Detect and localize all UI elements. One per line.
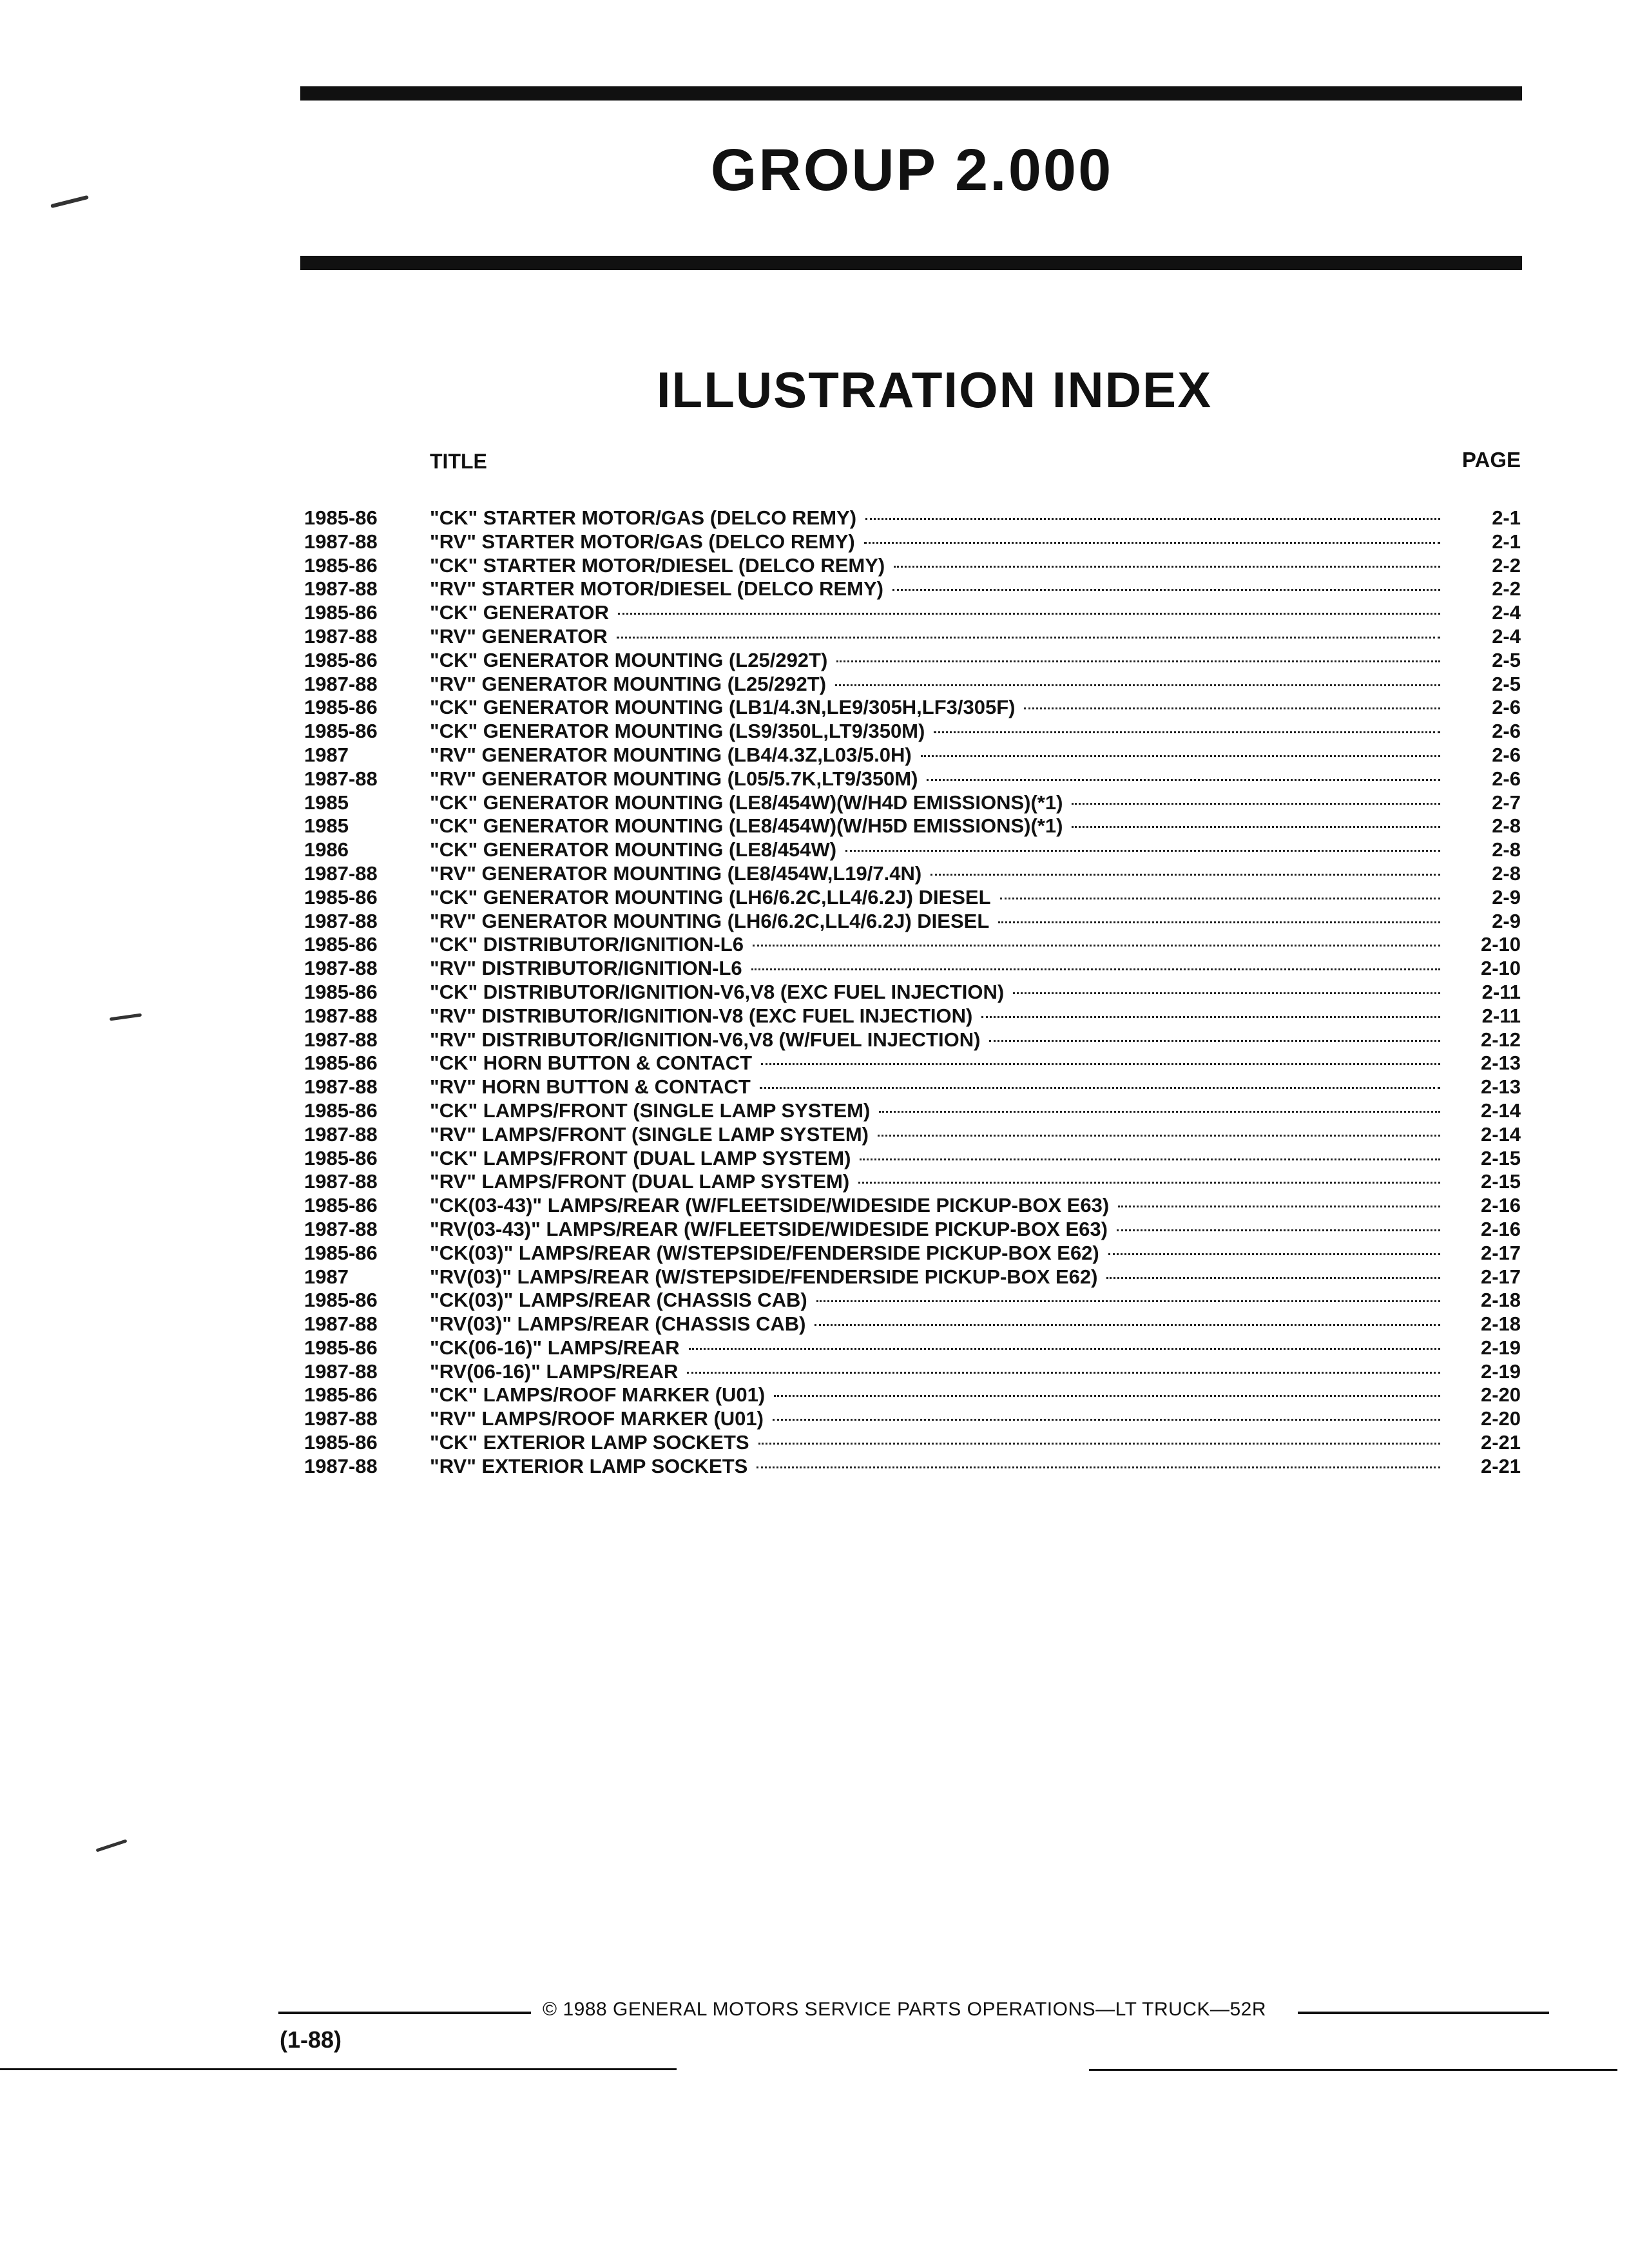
index-title: "RV" EXTERIOR LAMP SOCKETS <box>430 1454 748 1477</box>
dot-leader <box>836 660 1440 662</box>
dot-leader <box>930 874 1440 876</box>
index-page: 2-18 <box>1480 1312 1521 1336</box>
index-title: "CK(03-43)" LAMPS/REAR (W/FLEETSIDE/WIDESIDE PICKUP-BOX E63) <box>430 1194 1110 1217</box>
dot-leader <box>773 1419 1440 1421</box>
index-years: 1987-88 <box>304 1170 378 1193</box>
dot-leader <box>927 779 1440 781</box>
index-page: 2-15 <box>1480 1146 1521 1169</box>
index-title: "RV" GENERATOR MOUNTING (LB4/4.3Z,L03/5.0H) <box>430 743 912 766</box>
revision-date: (1-88) <box>280 2026 342 2053</box>
illustration-index-list <box>304 506 1521 1479</box>
index-page: 2-5 <box>1492 648 1521 671</box>
index-row <box>304 981 1521 1004</box>
group-title: GROUP 2.000 <box>710 137 1113 203</box>
dot-leader <box>865 518 1440 520</box>
dot-leader <box>1072 803 1440 805</box>
index-years: 1987-88 <box>304 1075 378 1099</box>
index-years: 1985-86 <box>304 1146 378 1169</box>
index-row <box>304 910 1521 934</box>
dot-leader <box>845 850 1440 852</box>
index-page: 2-21 <box>1480 1454 1521 1477</box>
index-years: 1987-88 <box>304 957 378 980</box>
index-row <box>304 1383 1521 1407</box>
index-years: 1987-88 <box>304 530 378 553</box>
index-years: 1987-88 <box>304 1312 378 1336</box>
index-years: 1985 <box>304 791 349 814</box>
index-row <box>304 767 1521 791</box>
index-title: "CK" STARTER MOTOR/GAS (DELCO REMY) <box>430 506 857 529</box>
index-title: "RV" STARTER MOTOR/DIESEL (DELCO REMY) <box>430 577 883 601</box>
copyright-notice: © 1988 GENERAL MOTORS SERVICE PARTS OPERATIONS—LT TRUCK—52R <box>543 1999 1267 2020</box>
index-page: 2-7 <box>1492 791 1521 814</box>
index-page: 2-5 <box>1492 672 1521 695</box>
index-row <box>304 1028 1521 1052</box>
index-row <box>304 1455 1521 1479</box>
index-row <box>304 1336 1521 1360</box>
column-header-page: PAGE <box>1461 448 1521 472</box>
dot-leader <box>618 613 1440 615</box>
index-row <box>304 1147 1521 1171</box>
index-page: 2-2 <box>1492 577 1521 601</box>
index-years: 1987-88 <box>304 1360 378 1383</box>
index-page: 2-4 <box>1492 601 1521 624</box>
dot-leader <box>892 589 1440 591</box>
index-page: 2-13 <box>1480 1075 1521 1099</box>
index-title: "CK(03)" LAMPS/REAR (W/STEPSIDE/FENDERSIDE PICKUP-BOX E62) <box>430 1241 1099 1264</box>
index-years: 1987-88 <box>304 1217 378 1240</box>
index-years: 1985-86 <box>304 1099 378 1122</box>
index-title: "RV" HORN BUTTON & CONTACT <box>430 1075 751 1099</box>
dot-leader <box>757 1466 1440 1468</box>
dot-leader <box>1117 1229 1440 1231</box>
index-years: 1985-86 <box>304 885 378 908</box>
index-row <box>304 673 1521 697</box>
dot-leader <box>989 1040 1440 1042</box>
dot-leader <box>835 684 1440 686</box>
index-title: "RV" GENERATOR MOUNTING (L05/5.7K,LT9/350M) <box>430 767 918 790</box>
footer-rule-left <box>278 2012 531 2014</box>
index-page: 2-16 <box>1480 1217 1521 1240</box>
index-years: 1987-88 <box>304 861 378 885</box>
index-row <box>304 1312 1521 1336</box>
index-years: 1985-86 <box>304 696 378 719</box>
top-rule <box>300 86 1522 101</box>
index-years: 1987-88 <box>304 624 378 648</box>
index-years: 1987-88 <box>304 1028 378 1051</box>
index-years: 1987-88 <box>304 1454 378 1477</box>
index-title: "RV" DISTRIBUTOR/IGNITION-V6,V8 (W/FUEL INJECTION) <box>430 1028 981 1051</box>
index-row <box>304 577 1521 601</box>
index-row <box>304 862 1521 886</box>
scan-mark <box>95 1839 127 1852</box>
index-row <box>304 1075 1521 1099</box>
index-page: 2-11 <box>1481 980 1521 1003</box>
index-row <box>304 1194 1521 1218</box>
index-years: 1985-86 <box>304 1431 378 1454</box>
dot-leader <box>981 1016 1440 1018</box>
index-title: "CK" LAMPS/FRONT (DUAL LAMP SYSTEM) <box>430 1146 851 1169</box>
index-years: 1987-88 <box>304 672 378 695</box>
index-page: 2-9 <box>1492 909 1521 932</box>
dot-leader <box>1108 1253 1440 1255</box>
dot-leader <box>894 566 1440 568</box>
index-page: 2-9 <box>1492 885 1521 908</box>
index-page: 2-8 <box>1492 838 1521 861</box>
index-years: 1985-86 <box>304 1241 378 1264</box>
index-years: 1985 <box>304 814 349 838</box>
index-row <box>304 649 1521 673</box>
index-page: 2-15 <box>1480 1170 1521 1193</box>
index-years: 1985-86 <box>304 1194 378 1217</box>
index-title: "CK" EXTERIOR LAMP SOCKETS <box>430 1431 749 1454</box>
index-row <box>304 554 1521 578</box>
index-years: 1987-88 <box>304 577 378 601</box>
index-years: 1987-88 <box>304 767 378 790</box>
index-page: 2-18 <box>1480 1289 1521 1312</box>
dot-leader <box>858 1182 1440 1184</box>
index-years: 1987-88 <box>304 1122 378 1146</box>
index-row <box>304 625 1521 649</box>
index-page: 2-19 <box>1480 1360 1521 1383</box>
index-title: "RV" GENERATOR MOUNTING (L25/292T) <box>430 672 827 695</box>
dot-leader <box>1000 898 1440 899</box>
index-page: 2-14 <box>1480 1122 1521 1146</box>
index-years: 1986 <box>304 838 349 861</box>
index-title: "RV(03-43)" LAMPS/REAR (W/FLEETSIDE/WIDESIDE PICKUP-BOX E63) <box>430 1217 1108 1240</box>
dot-leader <box>860 1158 1440 1160</box>
dot-leader <box>753 945 1440 947</box>
index-years: 1987 <box>304 1265 349 1288</box>
dot-leader <box>761 1063 1440 1065</box>
index-page: 2-20 <box>1480 1383 1521 1407</box>
index-years: 1985-86 <box>304 553 378 577</box>
index-row <box>304 1052 1521 1075</box>
index-title: "RV(03)" LAMPS/REAR (W/STEPSIDE/FENDERSIDE PICKUP-BOX E62) <box>430 1265 1098 1288</box>
dot-leader <box>689 1348 1440 1350</box>
footer-rule-right <box>1298 2012 1549 2014</box>
index-title: "RV" LAMPS/FRONT (SINGLE LAMP SYSTEM) <box>430 1122 869 1146</box>
index-years: 1985-86 <box>304 720 378 743</box>
index-years: 1987 <box>304 743 349 766</box>
index-row <box>304 933 1521 957</box>
index-page: 2-11 <box>1481 1004 1521 1027</box>
dot-leader <box>1013 992 1440 994</box>
index-title: "RV" GENERATOR <box>430 624 608 648</box>
dot-leader <box>617 637 1440 639</box>
dot-leader <box>774 1395 1440 1397</box>
index-page: 2-12 <box>1480 1028 1521 1051</box>
index-years: 1987-88 <box>304 1407 378 1430</box>
dot-leader <box>815 1324 1440 1326</box>
index-title: "RV" LAMPS/ROOF MARKER (U01) <box>430 1407 764 1430</box>
index-years: 1985-86 <box>304 648 378 671</box>
index-row <box>304 744 1521 767</box>
index-title: "RV" DISTRIBUTOR/IGNITION-L6 <box>430 957 742 980</box>
index-page: 2-10 <box>1480 957 1521 980</box>
dot-leader <box>751 968 1440 970</box>
index-page: 2-6 <box>1492 720 1521 743</box>
index-title: "RV" LAMPS/FRONT (DUAL LAMP SYSTEM) <box>430 1170 850 1193</box>
index-title: "CK(06-16)" LAMPS/REAR <box>430 1336 680 1359</box>
index-row <box>304 814 1521 838</box>
page-edge-rule-left <box>0 2068 677 2070</box>
index-row <box>304 957 1521 981</box>
dot-leader <box>1024 707 1440 709</box>
index-row <box>304 601 1521 625</box>
column-header-title: TITLE <box>430 450 487 473</box>
index-page: 2-6 <box>1492 696 1521 719</box>
index-page: 2-2 <box>1492 553 1521 577</box>
page-edge-rule-right <box>1089 2069 1617 2071</box>
index-title: "CK" LAMPS/ROOF MARKER (U01) <box>430 1383 766 1407</box>
index-title: "CK" GENERATOR MOUNTING (L25/292T) <box>430 648 828 671</box>
index-title: "RV" GENERATOR MOUNTING (LH6/6.2C,LL4/6.2J) DIESEL <box>430 909 990 932</box>
index-row <box>304 1218 1521 1242</box>
index-years: 1985-86 <box>304 1336 378 1359</box>
index-years: 1987-88 <box>304 909 378 932</box>
index-title: "CK" GENERATOR <box>430 601 609 624</box>
index-title: "CK" LAMPS/FRONT (SINGLE LAMP SYSTEM) <box>430 1099 871 1122</box>
index-title: "CK" GENERATOR MOUNTING (LH6/6.2C,LL4/6.2J) DIESEL <box>430 885 991 908</box>
index-page: 2-20 <box>1480 1407 1521 1430</box>
index-page: 2-19 <box>1480 1336 1521 1359</box>
index-title: "RV(03)" LAMPS/REAR (CHASSIS CAB) <box>430 1312 806 1336</box>
index-page: 2-8 <box>1492 861 1521 885</box>
dot-leader <box>879 1111 1440 1113</box>
index-title: "RV" STARTER MOTOR/GAS (DELCO REMY) <box>430 530 855 553</box>
index-page: 2-21 <box>1480 1431 1521 1454</box>
index-years: 1987-88 <box>304 1004 378 1027</box>
index-row <box>304 506 1521 530</box>
index-page: 2-6 <box>1492 743 1521 766</box>
index-title: "RV(06-16)" LAMPS/REAR <box>430 1360 679 1383</box>
dot-leader <box>816 1300 1440 1302</box>
index-page: 2-13 <box>1480 1052 1521 1075</box>
scan-mark <box>50 195 89 208</box>
index-row <box>304 1242 1521 1265</box>
index-row <box>304 1170 1521 1194</box>
index-page: 2-17 <box>1480 1265 1521 1288</box>
index-row <box>304 1360 1521 1384</box>
index-row <box>304 696 1521 720</box>
index-title: "CK(03)" LAMPS/REAR (CHASSIS CAB) <box>430 1289 807 1312</box>
dot-leader <box>921 755 1440 757</box>
index-row <box>304 838 1521 862</box>
index-title: "CK" DISTRIBUTOR/IGNITION-V6,V8 (EXC FUEL INJECTION) <box>430 980 1005 1003</box>
index-row <box>304 1004 1521 1028</box>
dot-leader <box>864 542 1440 544</box>
index-row <box>304 886 1521 910</box>
index-row <box>304 720 1521 744</box>
index-page: 2-14 <box>1480 1099 1521 1122</box>
index-page: 2-16 <box>1480 1194 1521 1217</box>
index-page: 2-6 <box>1492 767 1521 790</box>
index-title: "CK" HORN BUTTON & CONTACT <box>430 1052 753 1075</box>
dot-leader <box>934 731 1440 733</box>
index-years: 1985-86 <box>304 601 378 624</box>
index-page: 2-10 <box>1480 933 1521 956</box>
index-row <box>304 1099 1521 1123</box>
page-title: ILLUSTRATION INDEX <box>656 361 1213 418</box>
index-page: 2-4 <box>1492 624 1521 648</box>
dot-leader <box>687 1372 1440 1374</box>
dot-leader <box>760 1087 1440 1089</box>
dot-leader <box>1118 1206 1440 1207</box>
index-title: "CK" GENERATOR MOUNTING (LS9/350L,LT9/350M) <box>430 720 925 743</box>
index-row <box>304 1431 1521 1455</box>
index-years: 1985-86 <box>304 1383 378 1407</box>
index-title: "RV" DISTRIBUTOR/IGNITION-V8 (EXC FUEL INJECTION) <box>430 1004 973 1027</box>
header-rule <box>300 256 1522 270</box>
dot-leader <box>998 921 1440 923</box>
index-title: "CK" GENERATOR MOUNTING (LB1/4.3N,LE9/305H,LF3/305F) <box>430 696 1016 719</box>
index-row <box>304 1265 1521 1289</box>
index-title: "CK" STARTER MOTOR/DIESEL (DELCO REMY) <box>430 553 885 577</box>
scan-mark <box>110 1014 142 1021</box>
index-row <box>304 1123 1521 1147</box>
index-title: "CK" DISTRIBUTOR/IGNITION-L6 <box>430 933 744 956</box>
index-years: 1985-86 <box>304 1052 378 1075</box>
index-page: 2-1 <box>1492 506 1521 529</box>
dot-leader <box>1072 826 1440 828</box>
index-page: 2-17 <box>1480 1241 1521 1264</box>
dot-leader <box>758 1443 1440 1445</box>
index-page: 2-8 <box>1492 814 1521 838</box>
dot-leader <box>1106 1277 1440 1279</box>
index-row <box>304 530 1521 554</box>
index-title: "CK" GENERATOR MOUNTING (LE8/454W)(W/H4D EMISSIONS)(*1) <box>430 791 1063 814</box>
index-row <box>304 1289 1521 1312</box>
index-title: "RV" GENERATOR MOUNTING (LE8/454W,L19/7.4N) <box>430 861 922 885</box>
index-row <box>304 1407 1521 1431</box>
index-years: 1985-86 <box>304 980 378 1003</box>
index-title: "CK" GENERATOR MOUNTING (LE8/454W)(W/H5D EMISSIONS)(*1) <box>430 814 1063 838</box>
index-title: "CK" GENERATOR MOUNTING (LE8/454W) <box>430 838 837 861</box>
index-row <box>304 791 1521 815</box>
index-years: 1985-86 <box>304 1289 378 1312</box>
dot-leader <box>878 1135 1440 1137</box>
index-years: 1985-86 <box>304 506 378 529</box>
index-page: 2-1 <box>1492 530 1521 553</box>
index-years: 1985-86 <box>304 933 378 956</box>
